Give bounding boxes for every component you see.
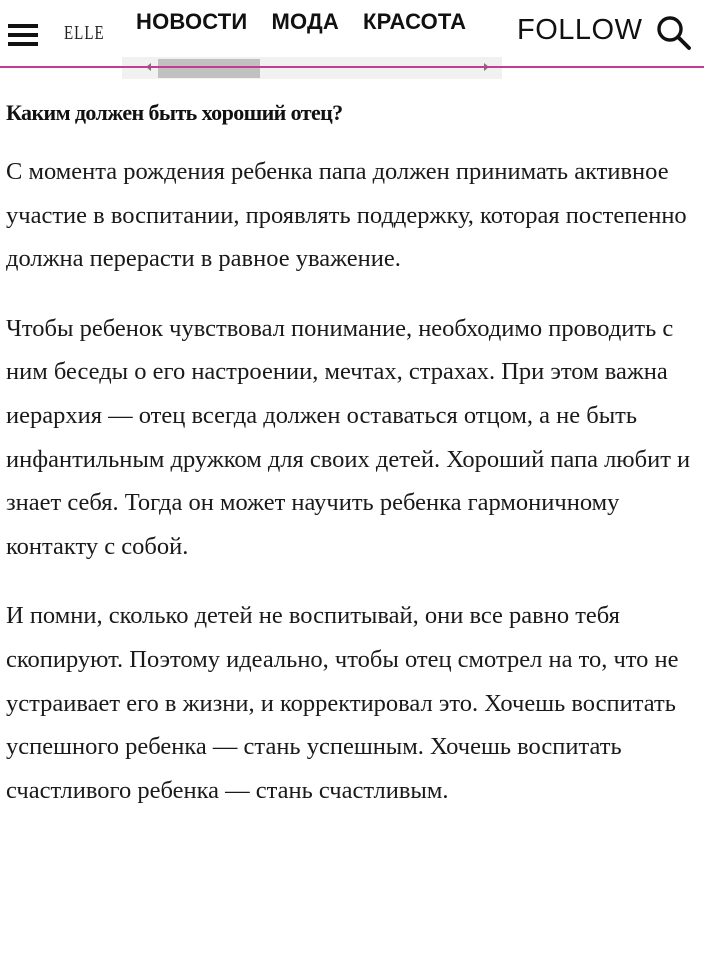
follow-button[interactable]: FOLLOW — [517, 14, 643, 46]
nav-item-news[interactable]: НОВОСТИ — [136, 9, 248, 34]
hamburger-menu-icon[interactable] — [8, 24, 38, 46]
article-paragraph: Чтобы ребенок чувствовал понимание, необходимо проводить с ним беседы о его настроении, мечтах, страхах. При этом важна иерархия — отец всегда должен оставаться отцом, а не быть инфантильным дружком для своих детей. Хороший папа любит и знает себя. Тогда он может научить ребенка гармоничному контакту с собой. — [6, 314, 691, 560]
article-paragraph: И помни, сколько детей не воспитывай, они все равно тебя скопируют. Поэтому идеально, чтобы отец смотрел на то, что не устраивает его в жизни, и корректировал это. Хочешь воспитать успешного ребенка — стань успешным. Хочешь воспитать счастливого ребенка — стань счастливым. — [6, 602, 679, 804]
scrollbar-thumb[interactable] — [158, 59, 260, 78]
article-subheading: Каким должен быть хороший отец? — [6, 100, 343, 125]
nav-horizontal-scrollbar[interactable] — [122, 57, 502, 79]
header-divider — [0, 66, 704, 68]
nav-scroll-container[interactable] — [122, 0, 502, 60]
site-logo[interactable]: ELLE — [64, 23, 105, 45]
nav-item-beauty[interactable]: КРАСОТА — [362, 9, 467, 34]
search-icon[interactable] — [655, 14, 693, 52]
article-paragraph: С момента рождения ребенка папа должен принимать активное участие в воспитании, проявлять поддержку, которая постепенно должна перерасти в равное уважение. — [6, 158, 687, 273]
site-header — [0, 0, 704, 70]
nav-item-fashion[interactable]: МОДА — [271, 9, 339, 34]
article-body — [6, 92, 700, 838]
nav-menu — [136, 9, 490, 35]
